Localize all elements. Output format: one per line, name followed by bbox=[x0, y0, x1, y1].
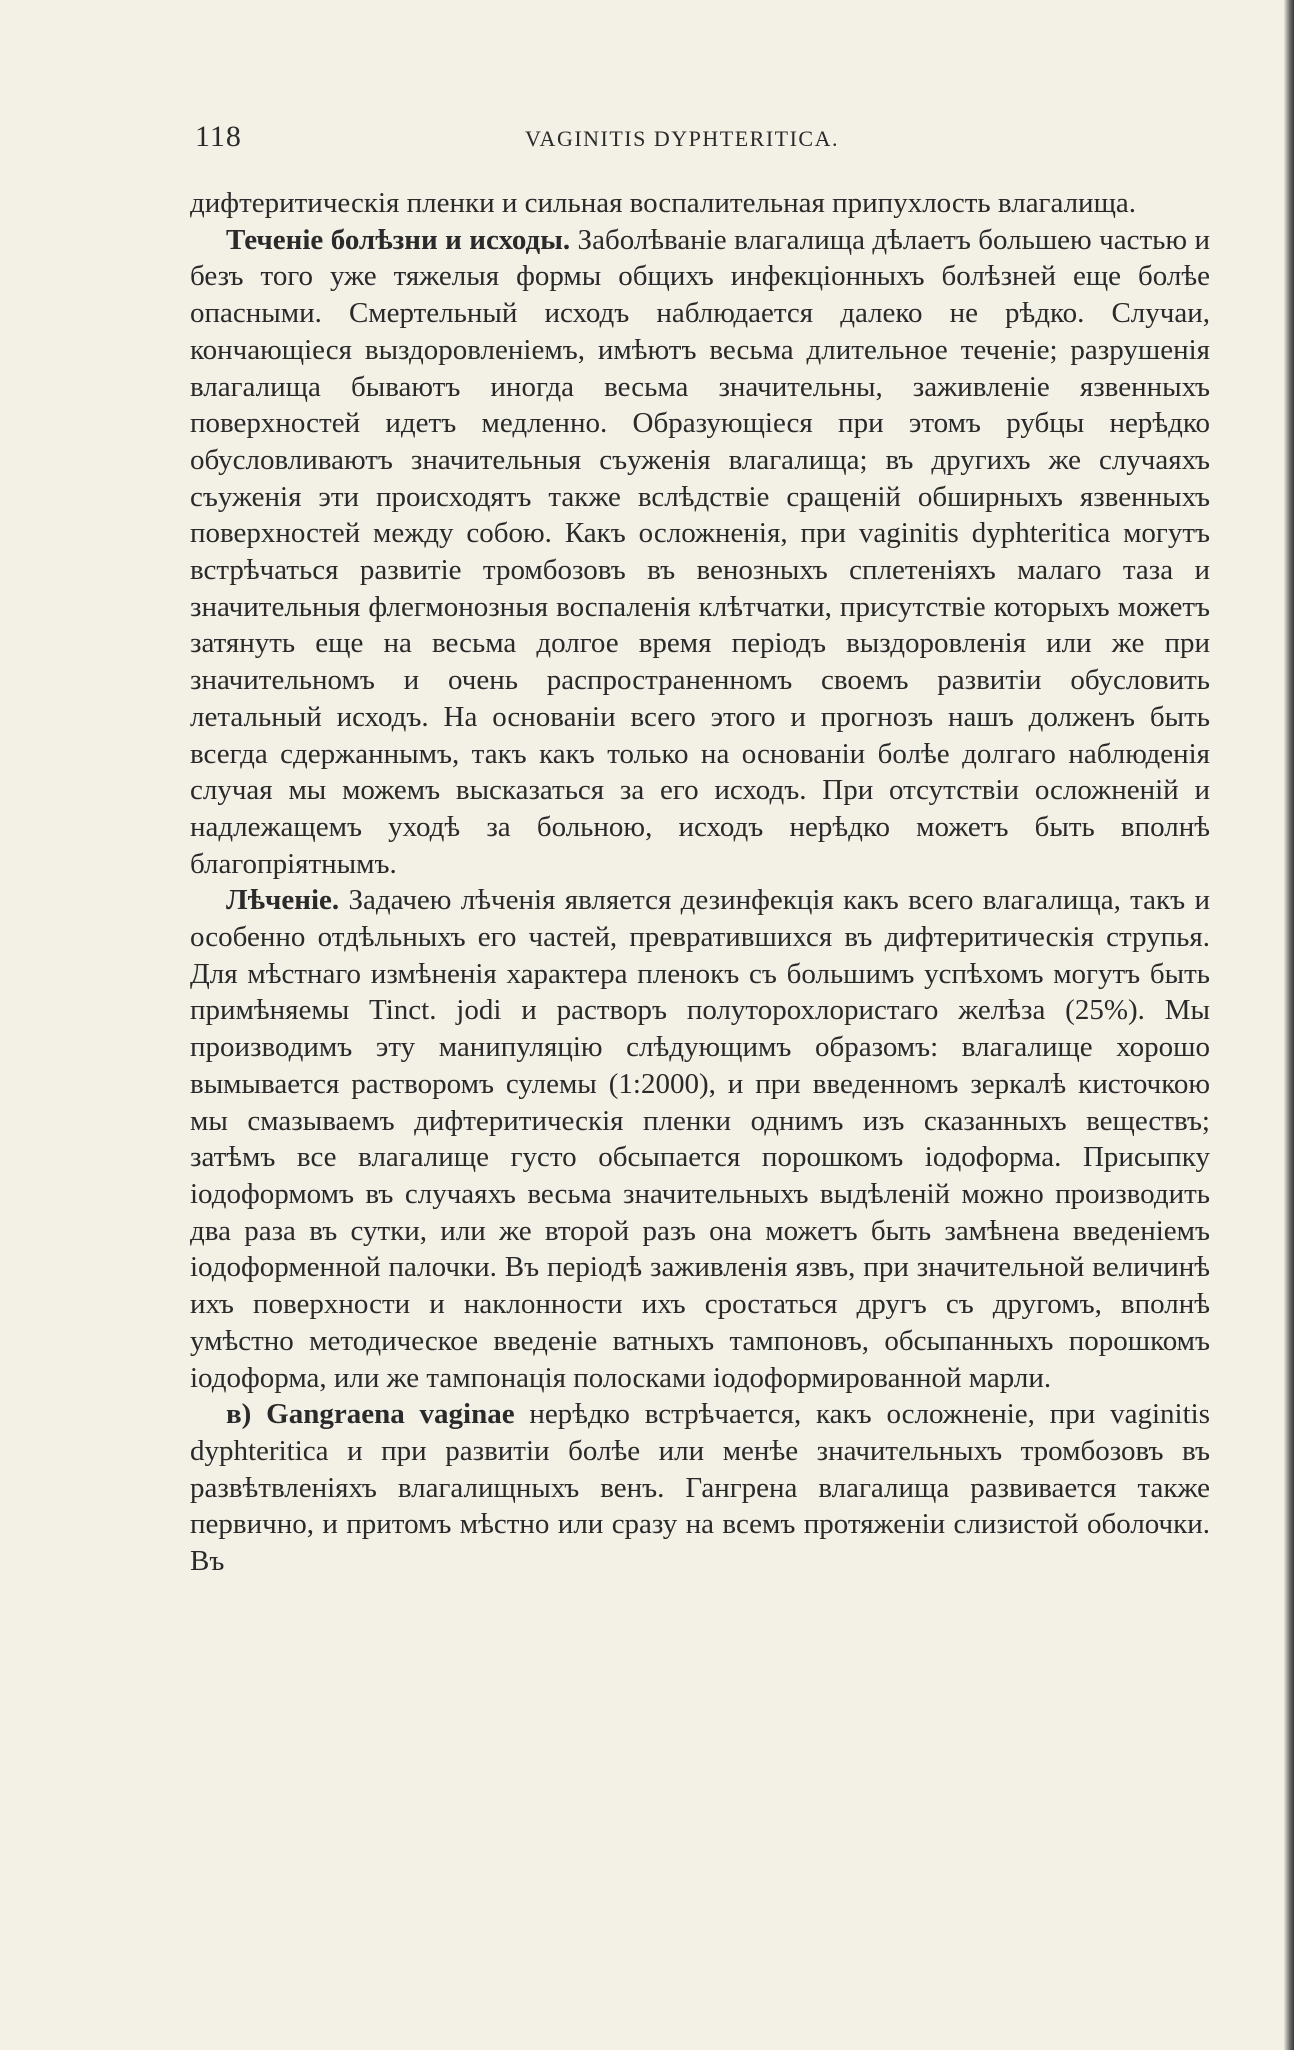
page-number: 118 bbox=[195, 120, 242, 153]
book-page bbox=[190, 112, 1210, 1580]
section-heading: в) Gangraena vaginae bbox=[226, 1398, 515, 1431]
paragraph-text: дифтеритическія пленки и сильная воспалительная припухлость влагалища. bbox=[190, 187, 1137, 219]
paragraph-text: Задачею лѣченія является дезинфекція какъ всего влагалища, такъ и особенно отдѣльныхъ его частей, превратившихся въ дифтеритическія струпья. Для мѣстнаго измѣненія характера пленокъ съ большимъ успѣхомъ могутъ быть примѣняемы Tinct. jodi и растворъ полуторохлористаго желѣза (25%). Мы производимъ эту манипуляцію слѣдующимъ образомъ: влагалище хорошо вымывается растворомъ сулемы (1:2000), и при введенномъ зеркалѣ кисточкою мы смазываемъ дифтеритическія пленки однимъ изъ сказанныхъ веществъ; затѣмъ все влагалище густо обсыпается порошкомъ іодоформа. Присыпку іодоформомъ въ случаяхъ весьма значительныхъ выдѣленій можно производить два раза въ сутки, или же второй разъ она можетъ быть замѣнена введеніемъ іодоформенной палочки. Въ періодѣ заживленія язвъ, при значительной величинѣ ихъ поверхности и наклонности ихъ сростаться другъ съ другомъ, вполнѣ умѣстно методическое введеніе ватныхъ тампоновъ, обсыпанныхъ порошкомъ іодоформа, или же тампонація полосками іодоформированной марли. bbox=[190, 884, 1210, 1394]
body-text bbox=[190, 185, 1210, 1580]
running-head bbox=[190, 112, 1210, 162]
paragraph-treatment bbox=[190, 882, 1210, 1396]
paragraph-text: нерѣдко встрѣчается, какъ осложненіе, при vaginitis dyphteritica и при развитіи болѣе или менѣе значительныхъ тромбозовъ въ развѣтвленіяхъ влагалищныхъ венъ. Гангрена влагалища развивается также первично, и притомъ мѣстно или сразу на всемъ протяженіи слизистой оболочки. Въ bbox=[190, 1398, 1210, 1578]
scan-page-edge bbox=[1284, 0, 1294, 2050]
section-heading: Лѣченіе. bbox=[226, 884, 340, 917]
paragraph-course-of-disease bbox=[190, 222, 1210, 883]
paragraph-gangraena bbox=[190, 1396, 1210, 1580]
paragraph-continuation bbox=[190, 185, 1210, 222]
paragraph-text: Заболѣваніе влагалища дѣлаетъ большею частью и безъ того уже тяжелыя формы общихъ инфекціонныхъ болѣзней еще болѣе опасными. Смертельный исходъ наблюдается далеко не рѣдко. Случаи, кончающіеся выздоровленіемъ, имѣютъ весьма длительное теченіе; разрушенія влагалища бываютъ иногда весьма значительны, заживленіе язвенныхъ поверхностей идетъ медленно. Образующіеся при этомъ рубцы нерѣдко обусловливаютъ значительныя съуженія влагалища; въ другихъ же случаяхъ съуженія эти происходятъ также вслѣдствіе сращеній обширныхъ язвенныхъ поверхностей между собою. Какъ осложненія, при vaginitis dyphteritica могутъ встрѣчаться развитіе тромбозовъ въ венозныхъ сплетеніяхъ малаго таза и значительныя флегмонозныя воспаленія клѣтчатки, присутствіе которыхъ можетъ затянуть еще на весьма долгое время періодъ выздоровленія или же при значительномъ и очень распространенномъ своемъ развитіи обусловить летальный исходъ. На основаніи всего этого и прогнозъ нашъ долженъ быть всегда сдержаннымъ, такъ какъ только на основаніи болѣе долгаго наблюденія случая мы можемъ высказаться за его исходъ. При отсутствіи осложненій и надлежащемъ уходѣ за больною, исходъ нерѣдко можетъ быть вполнѣ благопріятнымъ. bbox=[190, 223, 1210, 880]
section-heading: Теченіе болѣзни и исходы. bbox=[226, 223, 571, 256]
running-title: VAGINITIS DYPHTERITICA. bbox=[525, 126, 839, 151]
